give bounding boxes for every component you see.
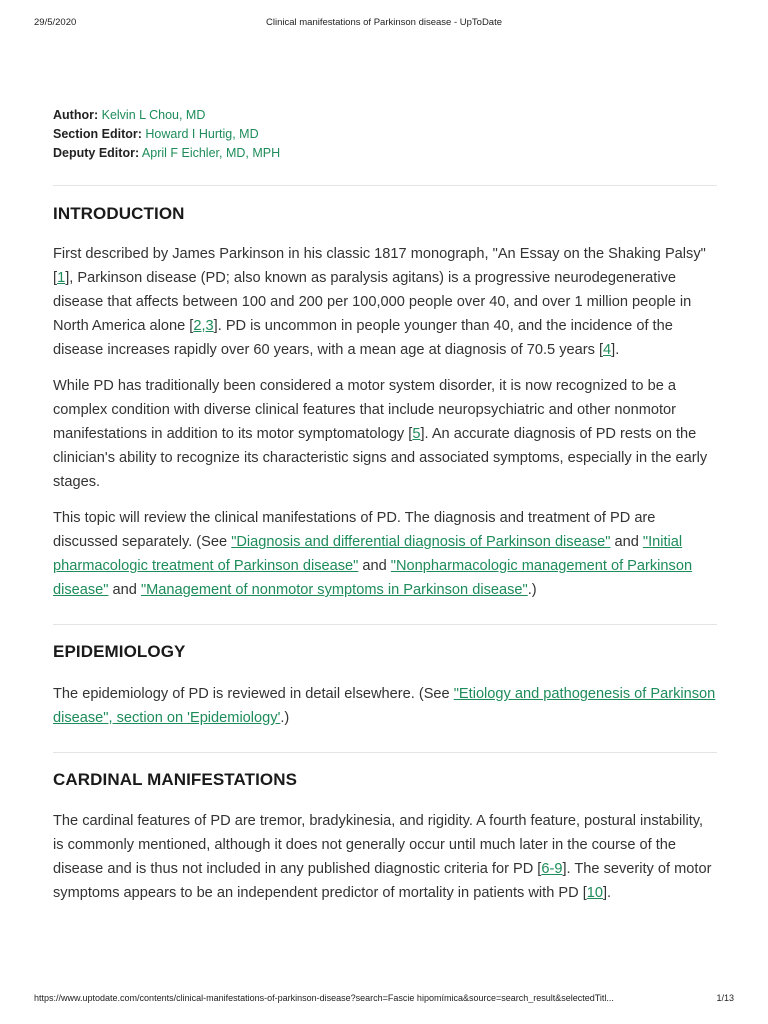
text-run: First described by James Parkinson in his classic 1817 monograph, "An Essay on the Shaking Palsy" [ [53, 246, 706, 286]
intro-paragraph-2 [53, 374, 717, 494]
reference-separator: , [201, 318, 206, 334]
epidemiology-paragraph [53, 682, 717, 730]
divider [53, 185, 717, 186]
text-run: and [108, 582, 141, 598]
text-run: .) [280, 710, 290, 726]
text-run: While PD has traditionally been considered a motor system disorder, it is now recognized to be a complex condition with diverse clinical features that include neuropsychiatric and other nonmotor manifestations in addition to its motor symptomatology [ [53, 378, 676, 442]
text-run: ]. The severity of motor symptoms appears to be an independent predictor of mortality in patients with PD [ [53, 861, 712, 901]
text-run: ]. [611, 342, 620, 358]
text-run: ]. An accurate diagnosis of PD rests on the clinician's ability to recognize its characteristic signs and associated symptoms, especially in the early stages. [53, 426, 708, 490]
text-run: The epidemiology of PD is reviewed in detail elsewhere. (See [53, 686, 454, 702]
reference-link[interactable]: 3 [205, 318, 214, 334]
text-run: ], Parkinson disease (PD; also known as paralysis agitans) is a progressive neurodegenerative disease that affects between 100 and 200 per 100,000 people over 40, and over 1 million people in North America alone [ [53, 270, 692, 334]
author-label: Author: [53, 108, 99, 122]
deputy-editor-link[interactable]: April F Eichler, MD, MPH [141, 146, 281, 160]
section-heading-cardinal-manifestations: CARDINAL MANIFESTATIONS [53, 770, 298, 789]
section-editor-label: Section Editor: [53, 127, 142, 141]
text-run: ]. [603, 885, 612, 901]
text-run: and [610, 534, 643, 550]
text-run: ]. PD is uncommon in people younger than 40, and the incidence of the disease increases rapidly over 60 years, with a mean age at diagnosis of 70.5 years [ [53, 318, 673, 358]
section-heading-introduction: INTRODUCTION [53, 204, 185, 223]
author-line [53, 106, 717, 125]
reference-link[interactable]: 10 [586, 885, 603, 901]
print-footer [34, 993, 734, 1007]
topic-link-nonmotor-symptoms[interactable]: "Management of nonmotor symptoms in Parkinson disease" [140, 582, 528, 598]
print-url: https://www.uptodate.com/contents/clinical-manifestations-of-parkinson-disease?search=Fascie hipomímica&source=search_result&selectedTitl... [34, 993, 614, 1003]
reference-link[interactable]: 2 [193, 318, 202, 334]
topic-link-nonpharmacologic-management[interactable]: "Nonpharmacologic management of Parkinson disease" [53, 558, 693, 598]
topic-link-diagnosis[interactable]: "Diagnosis and differential diagnosis of Parkinson disease" [231, 534, 611, 550]
intro-paragraph-3 [53, 506, 717, 602]
section-heading-epidemiology: EPIDEMIOLOGY [53, 642, 186, 661]
deputy-editor-line [53, 144, 717, 163]
reference-link[interactable]: 5 [412, 426, 421, 442]
section-editor-link[interactable]: Howard I Hurtig, MD [145, 127, 259, 141]
text-run: .) [527, 582, 537, 598]
topic-link-pharmacologic-treatment[interactable]: "Initial pharmacologic treatment of Parkinson disease" [53, 534, 683, 574]
text-run: and [358, 558, 391, 574]
divider [53, 752, 717, 753]
deputy-editor-label: Deputy Editor: [53, 146, 140, 160]
reference-link[interactable]: 4 [603, 342, 612, 358]
topic-link-etiology[interactable]: "Etiology and pathogenesis of Parkinson disease", section on 'Epidemiology' [53, 686, 716, 726]
print-title: Clinical manifestations of Parkinson disease - UpToDate [265, 17, 503, 28]
page-number: 1/13 [716, 993, 734, 1003]
print-date: 29/5/2020 [34, 17, 77, 28]
author-link[interactable]: Kelvin L Chou, MD [101, 108, 206, 122]
author-block [53, 106, 717, 163]
article-content [53, 106, 717, 905]
intro-paragraph-1 [53, 242, 717, 362]
text-run: The cardinal features of PD are tremor, bradykinesia, and rigidity. A fourth feature, postural instability, is commonly mentioned, although it does not generally occur until much later in the course of the disease and is thus not included in any published diagnostic criteria for PD [ [53, 813, 704, 877]
section-editor-line [53, 125, 717, 144]
cardinal-paragraph [53, 809, 717, 905]
text-run: This topic will review the clinical manifestations of PD. The diagnosis and treatment of PD are discussed separately. (See [53, 510, 656, 550]
divider [53, 624, 717, 625]
reference-link[interactable]: 1 [57, 270, 66, 286]
print-header [34, 17, 734, 31]
reference-link[interactable]: 6-9 [541, 861, 563, 877]
